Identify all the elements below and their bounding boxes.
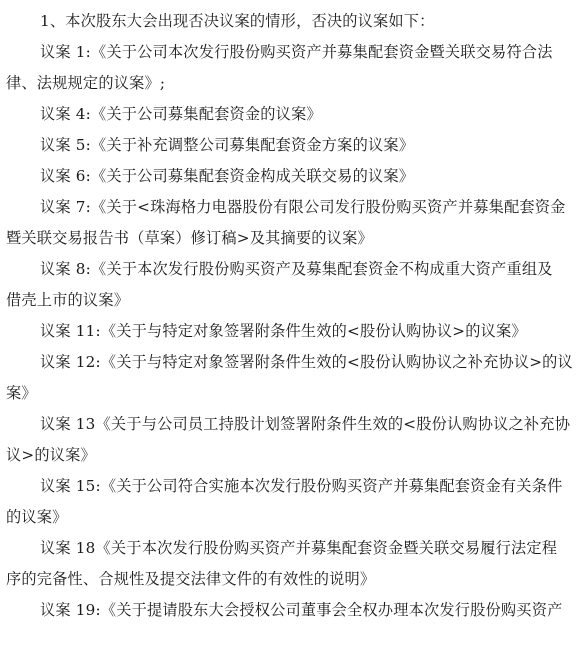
doc-line-motion-13: 议案 13《关于与公司员工持股计划签署附条件生效的<股份认购协议之补充协 [40,415,571,433]
doc-line-motion-7: 议案 7:《关于<珠海格力电器股份有限公司发行股份购买资产并募集配套资金 [40,198,566,216]
doc-line-motion-4: 议案 4:《关于公司募集配套资金的议案》 [40,105,322,123]
doc-line-motion-19: 议案 19:《关于提请股东大会授权公司董事会全权办理本次发行股份购买资产 [40,601,563,619]
doc-line-motion-8: 议案 8:《关于本次发行股份购买资产及募集配套资金不构成重大资产重组及 [40,260,553,278]
doc-line-motion-15-cont: 的议案》 [6,508,68,526]
doc-line-motion-5: 议案 5:《关于补充调整公司募集配套资金方案的议案》 [40,136,415,154]
doc-line-motion-8-cont: 借壳上市的议案》 [6,291,130,309]
doc-line-motion-18: 议案 18《关于本次发行股份购买资产并募集配套资金暨关联交易履行法定程 [40,539,558,557]
doc-line-motion-11: 议案 11:《关于与特定对象签署附条件生效的<股份认购协议>的议案》 [40,322,527,340]
doc-line-motion-12: 议案 12:《关于与特定对象签署附条件生效的<股份认购协议之补充协议>的议 [40,353,573,371]
doc-line-motion-15: 议案 15:《关于公司符合实施本次发行股份购买资产并募集配套资金有关条件 [40,477,563,495]
doc-line-motion-1-cont: 律、法规规定的议案》; [6,74,166,92]
doc-line-heading: 1、本次股东大会出现否决议案的情形，否决的议案如下： [40,12,435,30]
doc-line-motion-7-cont: 暨关联交易报告书（草案）修订稿>及其摘要的议案》 [6,229,373,247]
doc-line-motion-1: 议案 1:《关于公司本次发行股份购买资产并募集配套资金暨关联交易符合法 [40,43,553,61]
doc-line-motion-13-cont: 议>的议案》 [6,446,96,464]
doc-line-motion-12-cont: 案》 [6,384,37,402]
doc-line-motion-18-cont: 序的完备性、合规性及提交法律文件的有效性的说明》 [6,570,376,588]
doc-line-motion-6: 议案 6:《关于公司募集配套资金构成关联交易的议案》 [40,167,415,185]
